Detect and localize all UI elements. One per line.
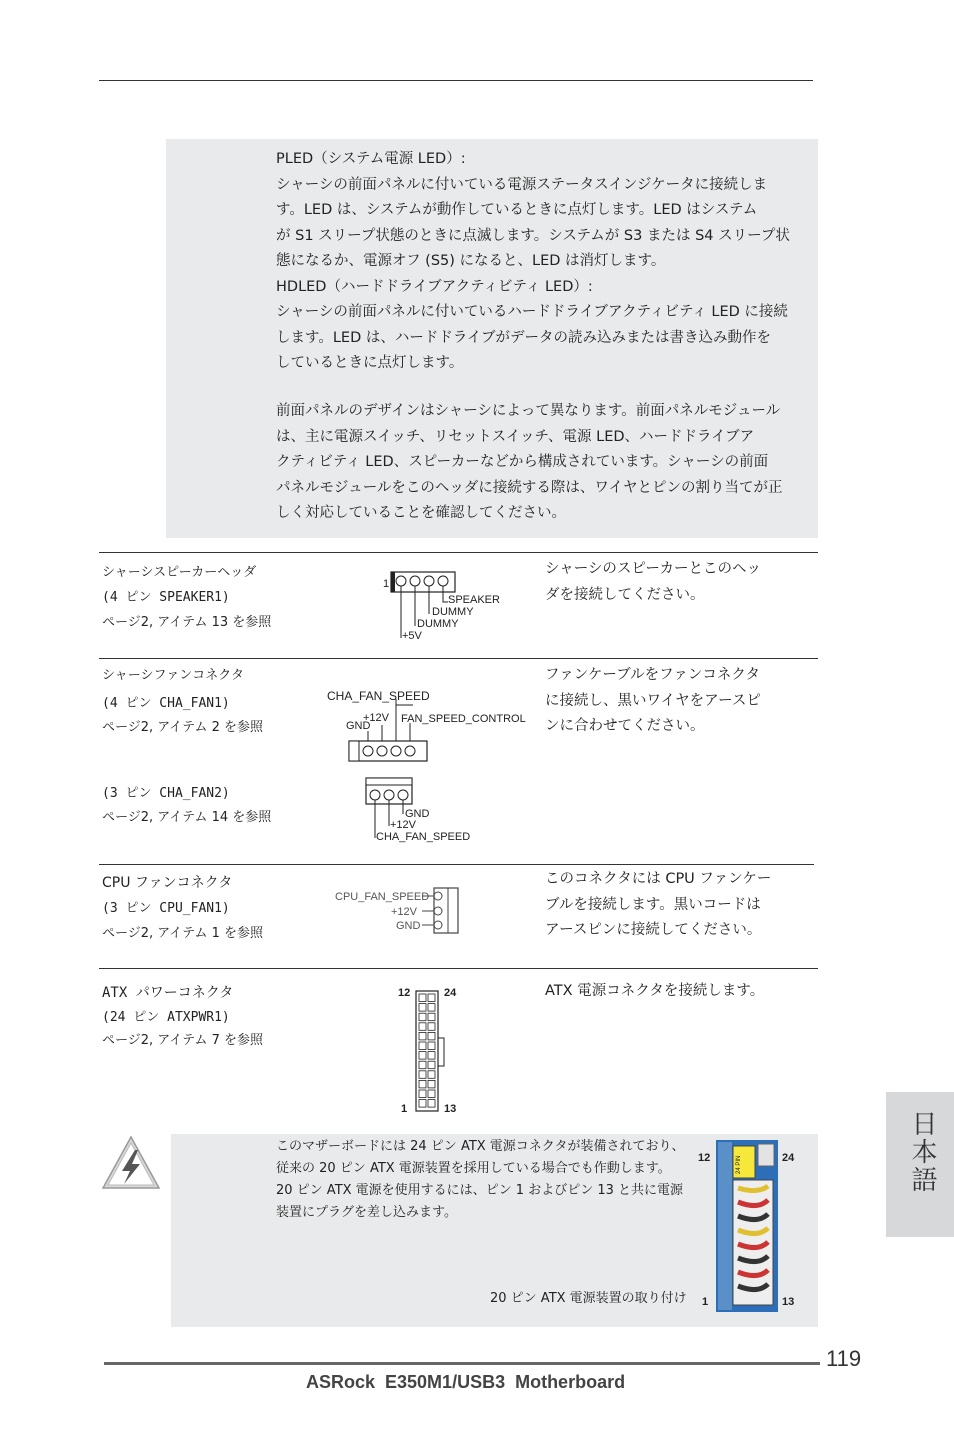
section-rule [99,552,818,553]
fan-desc [545,663,761,740]
speaker-pins: (4 ピン SPEAKER1) [102,590,230,605]
atx-pin [428,994,435,1002]
pin12-label: 12 [398,987,411,999]
front-panel-design-text [276,399,782,527]
atx-pin [419,1042,426,1050]
text-line: 装置にプラグを差し込みます。 [276,1205,457,1220]
fan-pins: (4 ピン CHA_FAN1) [102,696,230,711]
atx-pin [419,1004,426,1012]
atx-pins: (24 ピン ATXPWR1) [102,1010,230,1025]
cpu-fan-ref: ページ2, アイテム 1 を参照 [102,926,263,941]
pin [434,892,442,900]
atx-pin [419,1032,426,1040]
footer-title: ASRock E350M1/USB3 Motherboard [306,1372,626,1392]
pin [363,746,373,756]
page-number: 119 [826,1346,862,1371]
atx-pin [428,1071,435,1079]
chip-label: 24 PIN [736,1155,742,1174]
dummy-label: DUMMY [432,606,474,618]
footer-rule [104,1362,820,1365]
text-line: シャーシの前面パネルに付いているハードドライブアクティビティ LED に接続 [276,304,788,320]
pin13-label: 13 [782,1296,795,1308]
pin [391,746,401,756]
pin24-label: 24 [444,987,457,999]
text-line: このマザーボードには 24 ピン ATX 電源コネクタが装備されており、 [276,1139,685,1154]
speaker-header-diagram [380,568,510,648]
atx-pin [428,1023,435,1031]
atx-pin [428,1032,435,1040]
text-line: 前面パネルのデザインはシャーシによって異なります。前面パネルモジュール [276,403,781,419]
pin [424,576,434,586]
5v-label: +5V [402,630,422,642]
pin [405,746,415,756]
text-line: 態になるか、電源オフ (S5) になると、LED は消灯します。 [276,253,666,269]
pin [398,790,408,800]
fan3-key [366,778,412,785]
cpu-fan-pins: (3 ピン CPU_FAN1) [102,901,230,916]
fan4-key [349,741,359,761]
fan2-pins: (3 ピン CHA_FAN2) [102,786,230,801]
atx-pin [419,1023,426,1031]
pin24-label: 24 [782,1152,795,1164]
text-line: シャーシの前面パネルに付いている電源ステータスインジケータに接続しま [276,176,768,193]
gnd-label: GND [396,920,421,932]
dummy-label: DUMMY [417,618,459,630]
cha-fan-speed-label: CHA_FAN_SPEED [376,831,471,843]
pin1-label: 1 [383,578,390,590]
cpu-fan-speed-label: CPU_FAN_SPEED [335,891,430,903]
pin [377,746,387,756]
pin [434,907,442,915]
atx-install-photo [696,1140,802,1322]
speaker-label: SPEAKER [448,594,500,606]
warning-icon [100,1134,162,1192]
text-line: クティビティ LED、スピーカーなどから構成されています。シャーシの前面 [276,454,769,470]
fan2-ref: ページ2, アイテム 14 を参照 [102,810,272,825]
gnd-label: GND [405,808,430,820]
text-line: しているときに点灯します。 [276,355,464,371]
pin13-label: 13 [444,1103,457,1115]
section-rule [99,864,814,865]
text-line: アースピンに接続してください。 [545,922,762,938]
pin1-label: 1 [702,1296,709,1308]
atx-pin [419,1061,426,1069]
note-text [276,1136,685,1224]
fan-speed-control-label: FAN_SPEED_CONTROL [401,713,526,725]
atx-pin [428,1052,435,1060]
atx-pin [428,1042,435,1050]
text-line: しく対応していることを確認してください。 [276,505,566,521]
pin [370,790,380,800]
text-line: 従来の 20 ピン ATX 電源装置を採用している場合でも作動します。 [276,1161,671,1176]
speaker-title: シャーシスピーカーヘッダ [102,565,257,580]
atx-desc: ATX 電源コネクタを接続します。 [545,983,765,999]
cha-fan2-diagram [360,774,480,846]
atx-pin [428,1004,435,1012]
atx-pin [419,1052,426,1060]
cpu-fan-desc [545,867,771,944]
text-line: HDLED（ハードドライブアクティビティ LED）: [276,278,593,295]
top-rule [99,80,813,81]
text-line: に接続し、黒いワイヤをアースピ [545,692,761,709]
language-tab [886,1092,954,1237]
text-line: PLED（システム電源 LED）: [276,151,466,167]
section-rule [99,658,818,659]
pin [434,921,442,929]
text-line: す。LED は、システムが動作しているときに点灯します。LED はシステム [276,202,758,218]
fan-title: シャーシファンコネクタ [102,668,244,683]
text-line: ンに合わせてください。 [545,718,705,734]
gnd-label: GND [346,720,371,732]
note-caption: 20 ピン ATX 電源装置の取り付け [490,1291,687,1306]
text-line: します。LED は、ハードドライブがデータの読み込みまたは書き込み動作を [276,329,771,346]
cha-fan1-diagram [325,685,530,765]
atx-pin [419,1090,426,1098]
atx-pin [428,1061,435,1069]
text-line: ブルを接続します。黒いコードは [545,896,761,913]
cpu-fan-key [448,888,458,933]
text-line: が S1 スリープ状態のときに点滅します。システムが S3 または S4 スリープ状 [276,227,790,244]
text-line: ダを接続してください。 [545,586,705,603]
pin [438,576,448,586]
atx-pin [428,1080,435,1088]
text-line: 20 ピン ATX 電源を使用するには、ピン 1 およびピン 13 と共に電源 [276,1183,684,1198]
speaker-desc [545,557,761,608]
atx-ref: ページ2, アイテム 7 を参照 [102,1033,263,1048]
12v-label: +12V [363,712,389,724]
pin [384,790,394,800]
text-line: シャーシのスピーカーとこのヘッ [545,561,762,577]
cpu-fan-title: CPU ファンコネクタ [102,875,233,891]
pin [396,576,406,586]
pin1-label: 1 [401,1103,408,1115]
atx-latch [438,1038,444,1066]
atx-pin [428,1090,435,1098]
atx-pin [419,1071,426,1079]
speaker-ref: ページ2, アイテム 13 を参照 [102,615,272,630]
pin [410,576,420,586]
atx-pin [419,994,426,1002]
12v-label: +12V [390,819,416,831]
board-edge [718,1142,732,1310]
pin1-marker [391,572,395,592]
cha-fan-speed-label: CHA_FAN_SPEED [327,689,430,703]
text-line: は、主に電源スイッチ、リセットスイッチ、電源 LED、ハードドライブア [276,428,755,445]
section-rule [99,968,818,969]
12v-label: +12V [391,906,417,918]
atx-pin [419,1100,426,1108]
connector-latch [758,1144,774,1166]
pin12-label: 12 [698,1152,711,1164]
cpu-fan-diagram [334,886,464,938]
fan-ref: ページ2, アイテム 2 を参照 [102,720,263,735]
text-line: ファンケーブルをファンコネクタ [545,667,761,683]
text-line: このコネクタには CPU ファンケー [545,871,772,887]
atx-pin [428,1013,435,1021]
atx-pin [419,1013,426,1021]
atx-title: ATX パワーコネクタ [102,985,234,1001]
atx-connector-diagram [395,983,465,1115]
text-line: パネルモジュールをこのヘッダに接続する際は、ワイヤとピンの割り当てが正 [276,479,783,496]
atx-pin [428,1100,435,1108]
language-tab-label: 日本語 [907,1110,937,1194]
atx-pin [419,1080,426,1088]
front-panel-led-text [276,147,790,377]
